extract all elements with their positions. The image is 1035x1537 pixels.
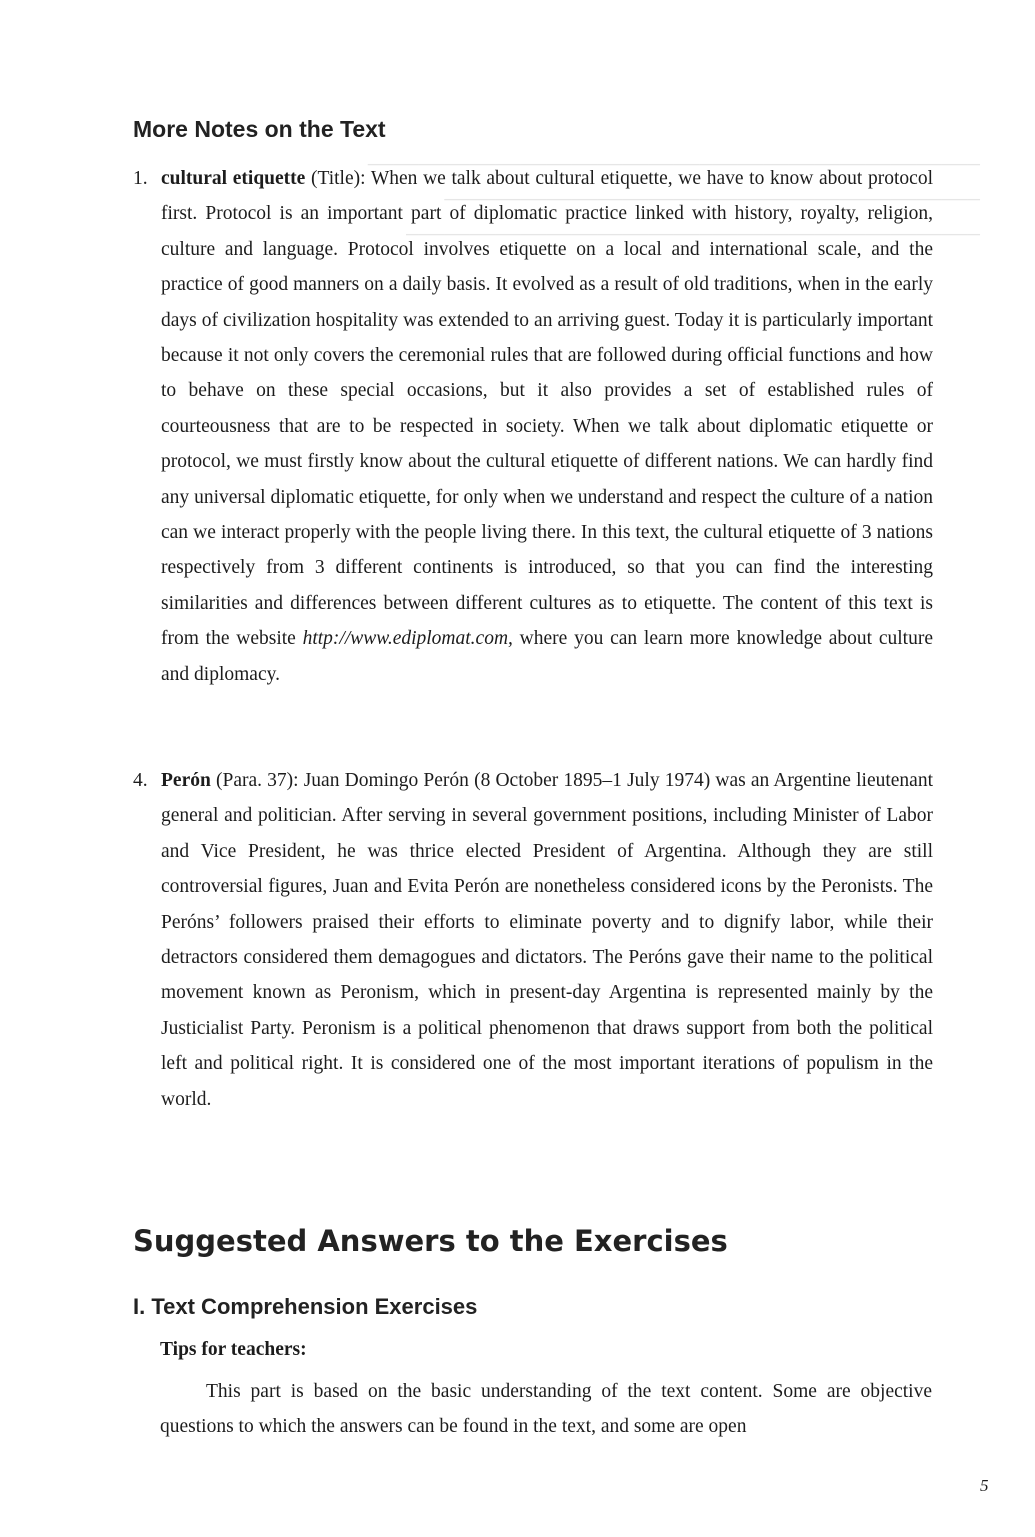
note-number: 4. [133, 770, 148, 791]
show-through-texture: ──────────────────────────────────────────────── ────────────────────────────────────────── ───────────────────────────────────────────── [367, 154, 980, 244]
note-text: Juan Domingo Perón (8 October 1895–1 July 1974) was an Argentine lieutenant general and politician. After serving in several government positions, including Minister of Labor and Vice President, he was thrice elected President of Argentina. Although they are still controversial figures, Juan and Evita Perón are nonetheless considered icons by the Peronists. The Peróns’ followers praised their efforts to eliminate poverty and to dignify labor, while their detractors considered them demagogues and dictators. The Peróns gave their name to the political movement known as Peronism, which in present-day Argentina is represented mainly by the Justicialist Party. Peronism is a political phenomenon that draws support from both the political left and political right. It is considered one of the most important iterations of populism in the world. [161, 770, 933, 1110]
page-number: 5 [980, 1476, 989, 1495]
note-item [133, 763, 933, 1117]
notes-heading: More Notes on the Text [133, 116, 386, 142]
note-text-end: where you can learn more knowledge about culture and diplomacy. [161, 628, 933, 685]
note-item [133, 161, 933, 692]
note-text: When we talk about cultural etiquette, we have to know about protocol first. Protocol is an important part of diplomatic practice linked with history, royalty, religion, culture and language. Protocol involves etiquette on a local and international scale, and the practice of good manners on a daily basis. It evolved as a result of old traditions, when in the early days of civilization hospitality was extended to an arriving guest. Today it is particularly important because it not only covers the ceremonial rules that are followed during official functions and how to behave on these special occasions, but it also provides a set of established rules of courteousness that are to be respected in society. When we talk about diplomatic etiquette or protocol, we must firstly know about the cultural etiquette of different nations. We can hardly find any universal diplomatic etiquette, for only when we understand and respect the culture of a nation can we interact properly with the people living there. In this text, the cultural etiquette of 3 nations respectively from 3 different continents is introduced, so that you can find the interesting similarities and differences between different cultures as to etiquette. The content of this text is from the website [161, 168, 933, 650]
section-heading: I. Text Comprehension Exercises [133, 1294, 478, 1319]
note-reference: (Title): [305, 168, 371, 189]
intro-paragraph: This part is based on the basic understanding of the text content. Some are objective questions to which the answers can be found in the text, and some are open [160, 1381, 932, 1438]
note-term: cultural etiquette [161, 168, 306, 189]
note-number: 1. [133, 168, 148, 189]
answers-heading: Suggested Answers to the Exercises [133, 1224, 728, 1258]
note-body [161, 763, 933, 1117]
note-term: Perón [161, 770, 211, 791]
note-reference: (Para. 37): [210, 770, 304, 791]
note-body [161, 161, 933, 692]
website-link[interactable]: http://www.ediplomat.com, [302, 628, 513, 650]
tips-label: Tips for teachers: [160, 1339, 307, 1360]
